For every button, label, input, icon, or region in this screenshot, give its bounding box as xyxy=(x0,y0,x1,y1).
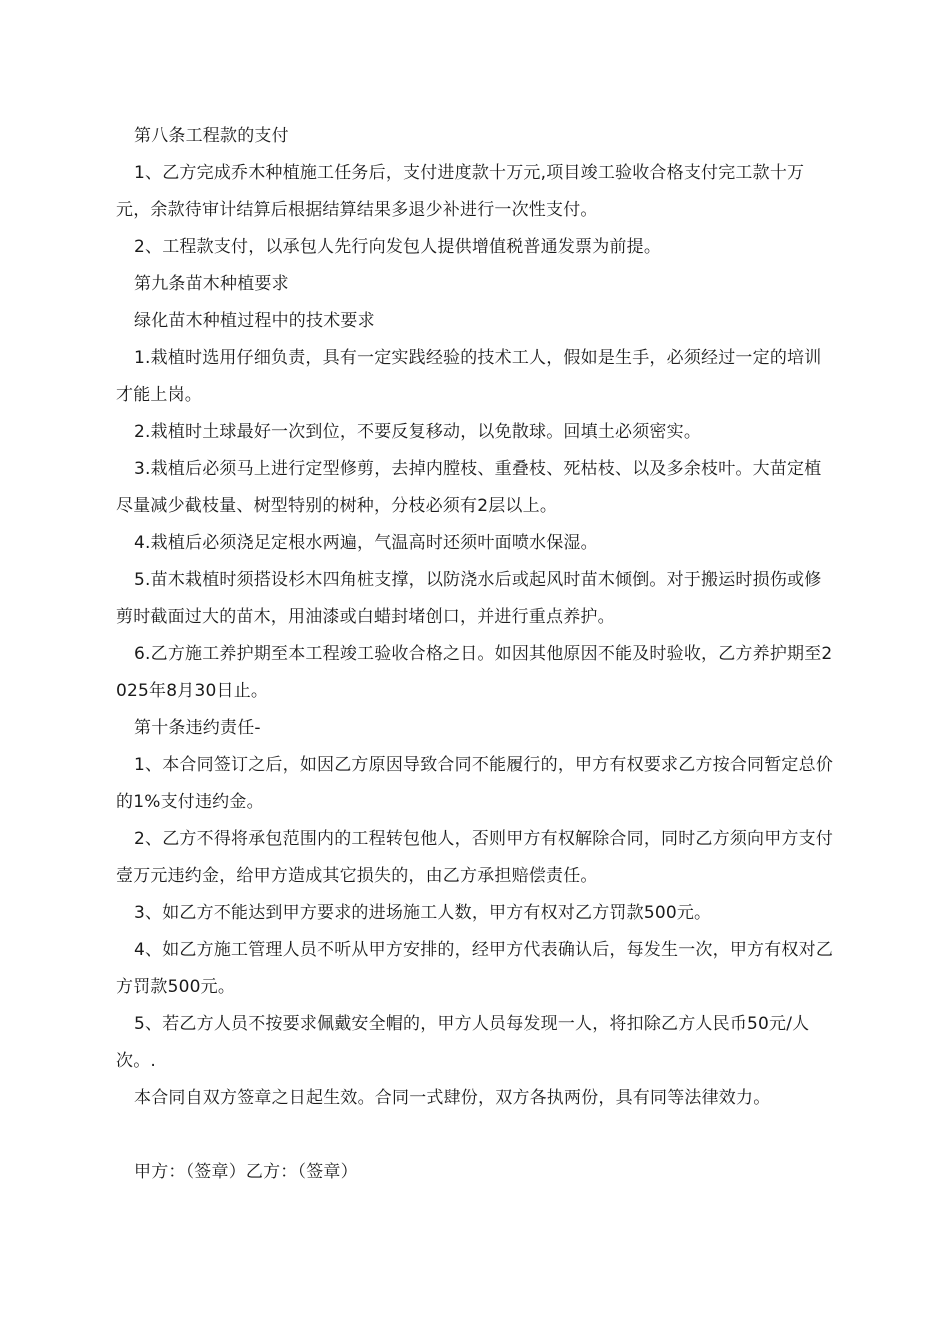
article-8-title: 第八条工程款的支付 xyxy=(134,126,289,146)
article-9-clause-2: 2.栽植时土球最好一次到位，不要反复移动，以免散球。回填土必须密实。 xyxy=(134,422,702,442)
article-9-clause-3: 3.栽植后必须马上进行定型修剪，去掉内膛枝、重叠枝、死枯枝、以及多余枝叶。大苗定植尽量减少截枝量、树型特别的树种，分枝必须有2层以上。 xyxy=(116,459,822,516)
article-9-clause-6: 6.乙方施工养护期至本工程竣工验收合格之日。如因其他原因不能及时验收，乙方养护期至2025年8月30日止。 xyxy=(116,644,833,701)
article-9-subtitle: 绿化苗木种植过程中的技术要求 xyxy=(134,311,375,331)
article-9-clause-4: 4.栽植后必须浇足定根水两遍，气温高时还须叶面喷水保湿。 xyxy=(134,533,598,553)
article-10-title: 第十条违约责任- xyxy=(134,718,261,738)
article-9-clause-5: 5.苗木栽植时须搭设杉木四角桩支撑，以防浇水后或起风时苗木倾倒。对于搬运时损伤或修剪时截面过大的苗木，用油漆或白蜡封堵创口，并进行重点养护。 xyxy=(116,570,822,627)
article-8-clause-2: 2、工程款支付，以承包人先行向发包人提供增值税普通发票为前提。 xyxy=(134,237,662,257)
article-10-clause-5: 5、若乙方人员不按要求佩戴安全帽的，甲方人员每发现一人，将扣除乙方人民币50元/人次。. xyxy=(116,1014,810,1071)
article-8-clause-1: 1、乙方完成乔木种植施工任务后，支付进度款十万元,项目竣工验收合格支付完工款十万元，余款待审计结算后根据结算结果多退少补进行一次性支付。 xyxy=(116,163,805,220)
article-10-clause-2: 2、乙方不得将承包范围内的工程转包他人，否则甲方有权解除合同，同时乙方须向甲方支付壹万元违约金，给甲方造成其它损失的，由乙方承担赔偿责任。 xyxy=(116,829,834,886)
contract-body xyxy=(116,118,838,1191)
spacer xyxy=(116,1117,838,1154)
effective-clause: 本合同自双方签章之日起生效。合同一式肆份，双方各执两份，具有同等法律效力。 xyxy=(134,1088,771,1108)
signature-line: 甲方：（签章）乙方：（签章） xyxy=(134,1162,358,1182)
article-9-clause-1: 1.栽植时选用仔细负责，具有一定实践经验的技术工人，假如是生手，必须经过一定的培训才能上岗。 xyxy=(116,348,822,405)
article-10-clause-1: 1、本合同签订之后，如因乙方原因导致合同不能履行的，甲方有权要求乙方按合同暂定总价的1%支付违约金。 xyxy=(116,755,834,812)
article-10-clause-4: 4、如乙方施工管理人员不听从甲方安排的，经甲方代表确认后，每发生一次，甲方有权对乙方罚款500元。 xyxy=(116,940,834,997)
article-9-title: 第九条苗木种植要求 xyxy=(134,274,289,294)
article-10-clause-3: 3、如乙方不能达到甲方要求的进场施工人数，甲方有权对乙方罚款500元。 xyxy=(134,903,712,923)
